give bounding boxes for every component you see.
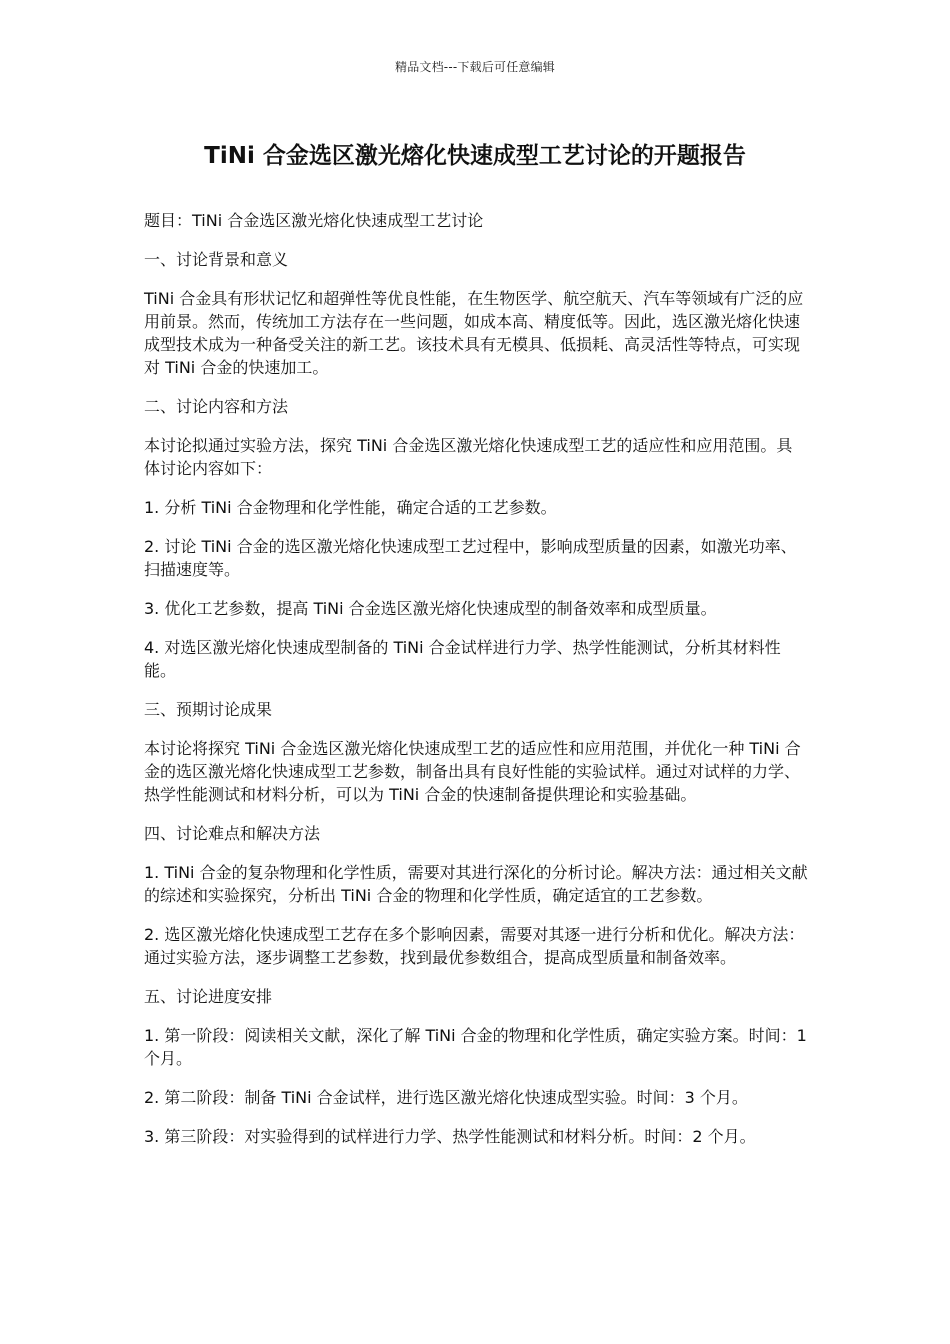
list-item-difficulty-2: 2. 选区激光熔化快速成型工艺存在多个影响因素，需要对其逐一进行分析和优化。解决方法：通过实验方法，逐步调整工艺参数，找到最优参数组合，提高成型质量和制备效率。 xyxy=(144,925,805,967)
section-heading-content-method: 二、讨论内容和方法 xyxy=(144,397,289,416)
list-item-difficulty-1: 1. TiNi 合金的复杂物理和化学性质，需要对其进行深化的分析讨论。解决方法：通过相关文献的综述和实验探究，分析出 TiNi 合金的物理和化学性质，确定适宜的工艺参数。 xyxy=(144,863,808,905)
list-item-schedule-1: 1. 第一阶段：阅读相关文献，深化了解 TiNi 合金的物理和化学性质，确定实验方案。时间：1 个月。 xyxy=(144,1026,807,1068)
section-heading-difficulties: 四、讨论难点和解决方法 xyxy=(144,824,321,843)
paragraph-content-intro: 本讨论拟通过实验方法，探究 TiNi 合金选区激光熔化快速成型工艺的适应性和应用范围。具体讨论内容如下： xyxy=(144,436,793,478)
page-header-watermark: 精品文档---下载后可任意编辑 xyxy=(395,60,555,74)
list-item-content-4: 4. 对选区激光熔化快速成型制备的 TiNi 合金试样进行力学、热学性能测试，分析其材料性能。 xyxy=(144,638,781,680)
list-item-content-2: 2. 讨论 TiNi 合金的选区激光熔化快速成型工艺过程中，影响成型质量的因素，如激光功率、扫描速度等。 xyxy=(144,537,797,579)
list-item-content-1: 1. 分析 TiNi 合金物理和化学性能，确定合适的工艺参数。 xyxy=(144,498,557,517)
topic-line: 题目：TiNi 合金选区激光熔化快速成型工艺讨论 xyxy=(144,211,484,230)
document-title: TiNi 合金选区激光熔化快速成型工艺讨论的开题报告 xyxy=(204,143,746,169)
section-heading-schedule: 五、讨论进度安排 xyxy=(144,987,273,1006)
list-item-content-3: 3. 优化工艺参数，提高 TiNi 合金选区激光熔化快速成型的制备效率和成型质量。 xyxy=(144,599,717,618)
section-heading-expected-results: 三、预期讨论成果 xyxy=(144,700,273,719)
section-heading-background: 一、讨论背景和意义 xyxy=(144,250,289,269)
document-body xyxy=(144,209,808,1164)
list-item-schedule-3: 3. 第三阶段：对实验得到的试样进行力学、热学性能测试和材料分析。时间：2 个月。 xyxy=(144,1127,756,1146)
paragraph-background: TiNi 合金具有形状记忆和超弹性等优良性能，在生物医学、航空航天、汽车等领域有广泛的应用前景。然而，传统加工方法存在一些问题，如成本高、精度低等。因此，选区激光熔化快速成型技术成为一种备受关注的新工艺。该技术具有无模具、低损耗、高灵活性等特点，可实现对 TiNi 合金的快速加工。 xyxy=(144,289,804,377)
list-item-schedule-2: 2. 第二阶段：制备 TiNi 合金试样，进行选区激光熔化快速成型实验。时间：3 个月。 xyxy=(144,1088,748,1107)
paragraph-expected-results: 本讨论将探究 TiNi 合金选区激光熔化快速成型工艺的适应性和应用范围，并优化一种 TiNi 合金的选区激光熔化快速成型工艺参数，制备出具有良好性能的实验试样。通过对试样的力学、热学性能测试和材料分析，可以为 TiNi 合金的快速制备提供理论和实验基础。 xyxy=(144,739,801,804)
